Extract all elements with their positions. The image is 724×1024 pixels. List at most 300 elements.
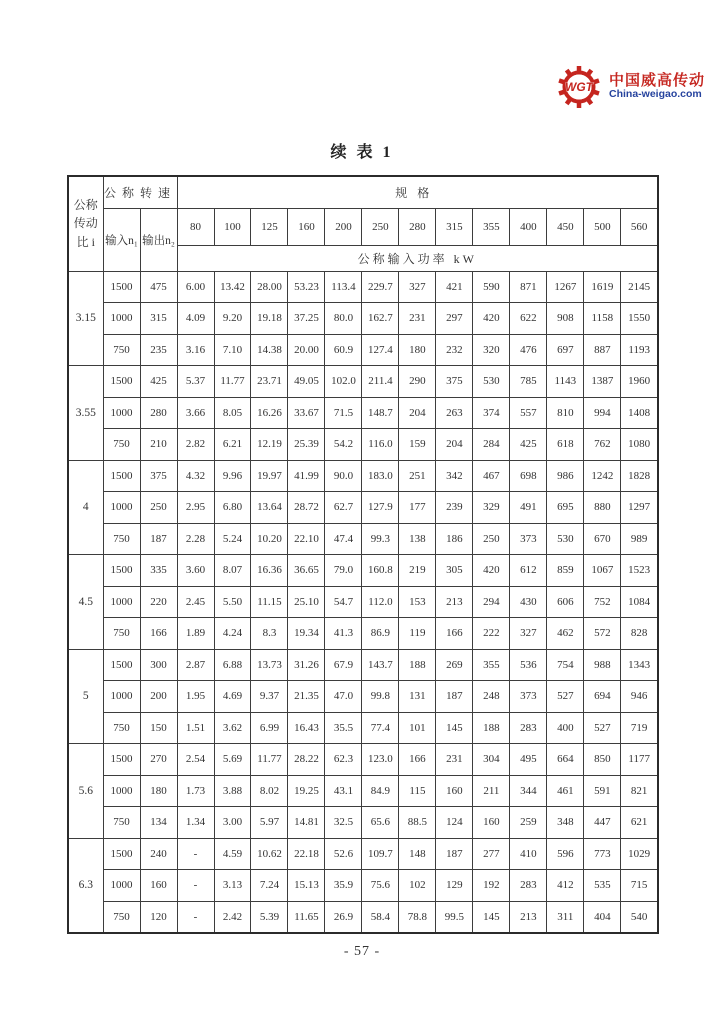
power-value-cell: 461 xyxy=(547,775,584,807)
power-value-cell: 305 xyxy=(436,555,473,587)
power-header: 公称输入功率 kW xyxy=(177,245,658,271)
power-value-cell: 115 xyxy=(399,775,436,807)
power-value-cell: 102 xyxy=(399,870,436,902)
power-value-cell: 232 xyxy=(436,334,473,366)
power-value-cell: 327 xyxy=(510,618,547,650)
power-value-cell: 612 xyxy=(510,555,547,587)
power-value-cell: 495 xyxy=(510,744,547,776)
power-value-cell: 90.0 xyxy=(325,460,362,492)
power-value-cell: 1158 xyxy=(584,303,621,335)
table-row xyxy=(68,649,658,681)
power-value-cell: 9.20 xyxy=(214,303,251,335)
power-value-cell: 410 xyxy=(510,838,547,870)
output-speed-cell: 150 xyxy=(140,712,177,744)
power-value-cell: 404 xyxy=(584,901,621,933)
power-value-cell: 160 xyxy=(436,775,473,807)
power-value-cell: 127.4 xyxy=(362,334,399,366)
power-value-cell: 1408 xyxy=(621,397,658,429)
power-value-cell: 606 xyxy=(547,586,584,618)
ratio-cell: 5 xyxy=(68,649,103,744)
input-speed-cell: 1000 xyxy=(103,586,140,618)
power-value-cell: 3.16 xyxy=(177,334,214,366)
power-table xyxy=(67,175,659,934)
power-value-cell: 12.19 xyxy=(251,429,288,461)
power-value-cell: 1080 xyxy=(621,429,658,461)
power-value-cell: 21.35 xyxy=(288,681,325,713)
input-speed-cell: 1000 xyxy=(103,492,140,524)
power-value-cell: 2145 xyxy=(621,271,658,303)
power-value-cell: 19.25 xyxy=(288,775,325,807)
power-value-cell: 2.45 xyxy=(177,586,214,618)
power-value-cell: 821 xyxy=(621,775,658,807)
power-value-cell: 590 xyxy=(473,271,510,303)
power-value-cell: 591 xyxy=(584,775,621,807)
power-value-cell: 11.65 xyxy=(288,901,325,933)
spec-column-header: 100 xyxy=(214,208,251,245)
power-value-cell: 71.5 xyxy=(325,397,362,429)
spec-column-header: 250 xyxy=(362,208,399,245)
power-value-cell: 204 xyxy=(436,429,473,461)
power-value-cell: - xyxy=(177,901,214,933)
table-row xyxy=(68,397,658,429)
table-row xyxy=(68,838,658,870)
power-value-cell: 420 xyxy=(473,303,510,335)
power-value-cell: 13.73 xyxy=(251,649,288,681)
power-value-cell: 1267 xyxy=(547,271,584,303)
power-value-cell: 35.9 xyxy=(325,870,362,902)
input-speed-cell: 1500 xyxy=(103,744,140,776)
spec-column-header: 125 xyxy=(251,208,288,245)
power-value-cell: 28.72 xyxy=(288,492,325,524)
power-value-cell: 530 xyxy=(547,523,584,555)
power-value-cell: 145 xyxy=(473,901,510,933)
output-speed-cell: 235 xyxy=(140,334,177,366)
power-value-cell: 284 xyxy=(473,429,510,461)
power-value-cell: 355 xyxy=(473,649,510,681)
power-value-cell: 49.05 xyxy=(288,366,325,398)
power-value-cell: 1828 xyxy=(621,460,658,492)
power-value-cell: 79.0 xyxy=(325,555,362,587)
power-value-cell: 219 xyxy=(399,555,436,587)
table-row xyxy=(68,492,658,524)
input-speed-cell: 1500 xyxy=(103,649,140,681)
power-value-cell: 283 xyxy=(510,712,547,744)
table-row xyxy=(68,271,658,303)
power-value-cell: 162.7 xyxy=(362,303,399,335)
power-value-cell: 269 xyxy=(436,649,473,681)
output-speed-cell: 270 xyxy=(140,744,177,776)
power-value-cell: 1960 xyxy=(621,366,658,398)
power-value-cell: 5.97 xyxy=(251,807,288,839)
table-row xyxy=(68,303,658,335)
power-value-cell: 527 xyxy=(547,681,584,713)
power-value-cell: 41.3 xyxy=(325,618,362,650)
power-value-cell: 78.8 xyxy=(399,901,436,933)
power-value-cell: 250 xyxy=(473,523,510,555)
power-value-cell: 20.00 xyxy=(288,334,325,366)
power-value-cell: 22.10 xyxy=(288,523,325,555)
power-value-cell: 112.0 xyxy=(362,586,399,618)
power-value-cell: 3.13 xyxy=(214,870,251,902)
power-value-cell: 211 xyxy=(473,775,510,807)
power-value-cell: 530 xyxy=(473,366,510,398)
input-speed-cell: 1500 xyxy=(103,271,140,303)
power-value-cell: 311 xyxy=(547,901,584,933)
power-value-cell: 4.59 xyxy=(214,838,251,870)
table-row xyxy=(68,523,658,555)
power-value-cell: 10.62 xyxy=(251,838,288,870)
power-value-cell: 2.87 xyxy=(177,649,214,681)
power-value-cell: 988 xyxy=(584,649,621,681)
power-value-cell: 1.89 xyxy=(177,618,214,650)
power-value-cell: 618 xyxy=(547,429,584,461)
power-value-cell: 535 xyxy=(584,870,621,902)
power-value-cell: 160 xyxy=(473,807,510,839)
power-value-cell: 47.4 xyxy=(325,523,362,555)
power-value-cell: 16.26 xyxy=(251,397,288,429)
power-value-cell: 557 xyxy=(510,397,547,429)
power-value-cell: 754 xyxy=(547,649,584,681)
output-speed-header: 输出n₂ xyxy=(140,208,177,271)
input-speed-cell: 750 xyxy=(103,523,140,555)
power-value-cell: 540 xyxy=(621,901,658,933)
power-value-cell: 348 xyxy=(547,807,584,839)
power-value-cell: 25.39 xyxy=(288,429,325,461)
power-value-cell: 1143 xyxy=(547,366,584,398)
power-value-cell: 67.9 xyxy=(325,649,362,681)
power-value-cell: 16.43 xyxy=(288,712,325,744)
power-value-cell: 1619 xyxy=(584,271,621,303)
power-value-cell: 143.7 xyxy=(362,649,399,681)
table-row xyxy=(68,586,658,618)
power-value-cell: 4.24 xyxy=(214,618,251,650)
power-value-cell: 88.5 xyxy=(399,807,436,839)
logo-text-block xyxy=(609,73,705,101)
power-value-cell: 421 xyxy=(436,271,473,303)
power-value-cell: 400 xyxy=(547,712,584,744)
power-value-cell: 99.8 xyxy=(362,681,399,713)
spec-column-header: 560 xyxy=(621,208,658,245)
table-row xyxy=(68,429,658,461)
spec-column-header: 200 xyxy=(325,208,362,245)
power-value-cell: 2.42 xyxy=(214,901,251,933)
table-row xyxy=(68,334,658,366)
power-value-cell: 33.67 xyxy=(288,397,325,429)
power-value-cell: 670 xyxy=(584,523,621,555)
power-value-cell: 698 xyxy=(510,460,547,492)
power-value-cell: 11.77 xyxy=(214,366,251,398)
power-value-cell: 1523 xyxy=(621,555,658,587)
output-speed-cell: 134 xyxy=(140,807,177,839)
power-value-cell: 129 xyxy=(436,870,473,902)
power-value-cell: 22.18 xyxy=(288,838,325,870)
ratio-cell: 4 xyxy=(68,460,103,555)
power-value-cell: 374 xyxy=(473,397,510,429)
power-value-cell: 1242 xyxy=(584,460,621,492)
power-value-cell: 231 xyxy=(436,744,473,776)
table-row xyxy=(68,555,658,587)
spec-column-header: 450 xyxy=(547,208,584,245)
power-value-cell: 1.73 xyxy=(177,775,214,807)
power-value-cell: 277 xyxy=(473,838,510,870)
power-value-cell: 36.65 xyxy=(288,555,325,587)
power-value-cell: 62.7 xyxy=(325,492,362,524)
power-value-cell: 342 xyxy=(436,460,473,492)
company-logo xyxy=(556,64,705,110)
ratio-cell: 5.6 xyxy=(68,744,103,839)
power-value-cell: 986 xyxy=(547,460,584,492)
output-speed-cell: 220 xyxy=(140,586,177,618)
power-value-cell: 47.0 xyxy=(325,681,362,713)
ratio-header: 公称传动比 i xyxy=(68,176,103,271)
power-value-cell: 320 xyxy=(473,334,510,366)
ratio-cell: 4.5 xyxy=(68,555,103,650)
spec-header: 规格 xyxy=(177,176,658,208)
power-value-cell: 222 xyxy=(473,618,510,650)
power-value-cell: 462 xyxy=(547,618,584,650)
power-value-cell: 65.6 xyxy=(362,807,399,839)
power-value-cell: 188 xyxy=(473,712,510,744)
power-value-cell: 1.34 xyxy=(177,807,214,839)
spec-column-header: 400 xyxy=(510,208,547,245)
ratio-cell: 3.15 xyxy=(68,271,103,366)
power-value-cell: 290 xyxy=(399,366,436,398)
power-value-cell: 119 xyxy=(399,618,436,650)
power-value-cell: 859 xyxy=(547,555,584,587)
power-value-cell: 183.0 xyxy=(362,460,399,492)
power-value-cell: 23.71 xyxy=(251,366,288,398)
power-value-cell: 5.69 xyxy=(214,744,251,776)
power-value-cell: 11.15 xyxy=(251,586,288,618)
input-speed-cell: 750 xyxy=(103,901,140,933)
power-value-cell: 2.28 xyxy=(177,523,214,555)
power-value-cell: 828 xyxy=(621,618,658,650)
power-value-cell: 8.05 xyxy=(214,397,251,429)
power-value-cell: 304 xyxy=(473,744,510,776)
power-value-cell: 153 xyxy=(399,586,436,618)
output-speed-cell: 425 xyxy=(140,366,177,398)
output-speed-cell: 475 xyxy=(140,271,177,303)
input-speed-cell: 1500 xyxy=(103,838,140,870)
power-value-cell: 28.00 xyxy=(251,271,288,303)
input-speed-cell: 1500 xyxy=(103,460,140,492)
power-value-cell: 622 xyxy=(510,303,547,335)
power-value-cell: 447 xyxy=(584,807,621,839)
input-speed-cell: 1000 xyxy=(103,870,140,902)
power-value-cell: 989 xyxy=(621,523,658,555)
power-value-cell: 148.7 xyxy=(362,397,399,429)
power-value-cell: 572 xyxy=(584,618,621,650)
power-value-cell: 109.7 xyxy=(362,838,399,870)
power-value-cell: 8.07 xyxy=(214,555,251,587)
power-value-cell: 1.51 xyxy=(177,712,214,744)
power-value-cell: 263 xyxy=(436,397,473,429)
power-value-cell: 3.88 xyxy=(214,775,251,807)
input-speed-cell: 1000 xyxy=(103,397,140,429)
power-value-cell: 283 xyxy=(510,870,547,902)
power-value-cell: 946 xyxy=(621,681,658,713)
power-value-cell: 850 xyxy=(584,744,621,776)
power-value-cell: 52.6 xyxy=(325,838,362,870)
power-value-cell: 1297 xyxy=(621,492,658,524)
power-value-cell: 4.69 xyxy=(214,681,251,713)
power-value-cell: 1387 xyxy=(584,366,621,398)
power-value-cell: 26.9 xyxy=(325,901,362,933)
power-value-cell: 138 xyxy=(399,523,436,555)
power-value-cell: 19.18 xyxy=(251,303,288,335)
table-row xyxy=(68,681,658,713)
power-value-cell: 204 xyxy=(399,397,436,429)
spec-column-header: 355 xyxy=(473,208,510,245)
power-value-cell: 13.42 xyxy=(214,271,251,303)
input-speed-cell: 750 xyxy=(103,712,140,744)
power-value-cell: 430 xyxy=(510,586,547,618)
table-row xyxy=(68,712,658,744)
power-value-cell: 3.66 xyxy=(177,397,214,429)
power-value-cell: 887 xyxy=(584,334,621,366)
power-value-cell: 1084 xyxy=(621,586,658,618)
power-value-cell: 467 xyxy=(473,460,510,492)
logo-brand-text: 中国威高传动 xyxy=(609,71,706,89)
speed-header: 公称转速 xyxy=(103,176,177,208)
power-value-cell: 77.4 xyxy=(362,712,399,744)
power-value-cell: 177 xyxy=(399,492,436,524)
power-value-cell: 9.37 xyxy=(251,681,288,713)
input-speed-cell: 1000 xyxy=(103,775,140,807)
power-value-cell: 43.1 xyxy=(325,775,362,807)
power-value-cell: 2.54 xyxy=(177,744,214,776)
output-speed-cell: 240 xyxy=(140,838,177,870)
power-value-cell: 124 xyxy=(436,807,473,839)
power-value-cell: - xyxy=(177,870,214,902)
power-value-cell: 1067 xyxy=(584,555,621,587)
power-value-cell: 697 xyxy=(547,334,584,366)
power-value-cell: 5.24 xyxy=(214,523,251,555)
power-value-cell: 785 xyxy=(510,366,547,398)
power-value-cell: 58.4 xyxy=(362,901,399,933)
power-value-cell: 329 xyxy=(473,492,510,524)
input-speed-cell: 1500 xyxy=(103,366,140,398)
power-value-cell: 28.22 xyxy=(288,744,325,776)
power-value-cell: 148 xyxy=(399,838,436,870)
power-value-cell: 536 xyxy=(510,649,547,681)
table-title: 续 表 1 xyxy=(330,144,394,161)
output-speed-cell: 375 xyxy=(140,460,177,492)
spec-column-header: 80 xyxy=(177,208,214,245)
table-body xyxy=(68,271,658,933)
power-value-cell: 99.5 xyxy=(436,901,473,933)
power-value-cell: 16.36 xyxy=(251,555,288,587)
gear-icon xyxy=(556,64,602,110)
output-speed-cell: 280 xyxy=(140,397,177,429)
power-value-cell: 60.9 xyxy=(325,334,362,366)
power-value-cell: 54.7 xyxy=(325,586,362,618)
spec-values-row xyxy=(68,208,658,245)
power-value-cell: 75.6 xyxy=(362,870,399,902)
power-value-cell: 908 xyxy=(547,303,584,335)
power-value-cell: 2.82 xyxy=(177,429,214,461)
power-value-cell: 145 xyxy=(436,712,473,744)
power-value-cell: 1343 xyxy=(621,649,658,681)
input-speed-header: 输入n₁ xyxy=(103,208,140,271)
output-speed-cell: 210 xyxy=(140,429,177,461)
input-speed-cell: 750 xyxy=(103,807,140,839)
power-value-cell: 14.81 xyxy=(288,807,325,839)
power-value-cell: 762 xyxy=(584,429,621,461)
power-value-cell: 412 xyxy=(547,870,584,902)
table-row xyxy=(68,775,658,807)
power-value-cell: 871 xyxy=(510,271,547,303)
power-value-cell: 420 xyxy=(473,555,510,587)
power-value-cell: 3.00 xyxy=(214,807,251,839)
power-value-cell: 99.3 xyxy=(362,523,399,555)
input-speed-cell: 1000 xyxy=(103,303,140,335)
table-row xyxy=(68,870,658,902)
power-value-cell: 10.20 xyxy=(251,523,288,555)
power-value-cell: 1029 xyxy=(621,838,658,870)
power-value-cell: 159 xyxy=(399,429,436,461)
output-speed-cell: 180 xyxy=(140,775,177,807)
power-value-cell: 15.13 xyxy=(288,870,325,902)
power-value-cell: 229.7 xyxy=(362,271,399,303)
power-value-cell: 297 xyxy=(436,303,473,335)
power-value-cell: 123.0 xyxy=(362,744,399,776)
power-value-cell: 248 xyxy=(473,681,510,713)
input-speed-cell: 750 xyxy=(103,334,140,366)
power-value-cell: 527 xyxy=(584,712,621,744)
power-value-cell: 5.50 xyxy=(214,586,251,618)
power-value-cell: 131 xyxy=(399,681,436,713)
power-value-cell: 664 xyxy=(547,744,584,776)
power-value-cell: 773 xyxy=(584,838,621,870)
power-value-cell: 621 xyxy=(621,807,658,839)
logo-website-text: China-weigao.com xyxy=(609,88,702,101)
spec-column-header: 280 xyxy=(399,208,436,245)
power-value-cell: 9.96 xyxy=(214,460,251,492)
power-value-cell: 8.02 xyxy=(251,775,288,807)
output-speed-cell: 166 xyxy=(140,618,177,650)
power-value-cell: 41.99 xyxy=(288,460,325,492)
power-value-cell: 19.97 xyxy=(251,460,288,492)
power-value-cell: 6.21 xyxy=(214,429,251,461)
power-value-cell: 7.24 xyxy=(251,870,288,902)
power-value-cell: 6.99 xyxy=(251,712,288,744)
power-value-cell: 3.62 xyxy=(214,712,251,744)
table-row xyxy=(68,618,658,650)
power-value-cell: 19.34 xyxy=(288,618,325,650)
power-value-cell: 327 xyxy=(399,271,436,303)
power-value-cell: 2.95 xyxy=(177,492,214,524)
output-speed-cell: 200 xyxy=(140,681,177,713)
power-value-cell: 213 xyxy=(436,586,473,618)
power-value-cell: 476 xyxy=(510,334,547,366)
power-value-cell: 166 xyxy=(436,618,473,650)
power-value-cell: 80.0 xyxy=(325,303,362,335)
power-value-cell: 259 xyxy=(510,807,547,839)
power-value-cell: 53.23 xyxy=(288,271,325,303)
power-value-cell: 211.4 xyxy=(362,366,399,398)
table-row xyxy=(68,807,658,839)
power-value-cell: 6.80 xyxy=(214,492,251,524)
power-value-cell: 251 xyxy=(399,460,436,492)
power-value-cell: 35.5 xyxy=(325,712,362,744)
output-speed-cell: 300 xyxy=(140,649,177,681)
power-value-cell: 373 xyxy=(510,523,547,555)
power-value-cell: 344 xyxy=(510,775,547,807)
power-value-cell: 54.2 xyxy=(325,429,362,461)
spec-column-header: 500 xyxy=(584,208,621,245)
power-value-cell: 1550 xyxy=(621,303,658,335)
